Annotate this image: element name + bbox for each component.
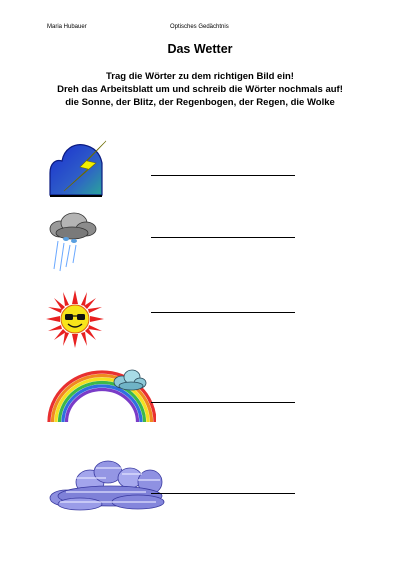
answer-line-1[interactable]	[151, 175, 295, 176]
page-title: Das Wetter	[167, 42, 233, 56]
answer-line-3[interactable]	[151, 312, 295, 313]
answer-line-2[interactable]	[151, 237, 295, 238]
word-list: die Sonne, der Blitz, der Regenbogen, der Regen, die Wolke	[65, 97, 335, 108]
instruction-line: Dreh das Arbeitsblatt um und schreib die Wörter nochmals auf!	[57, 84, 343, 95]
instruction-line: Trag die Wörter zu dem richtigen Bild ein!	[106, 71, 294, 82]
sun-icon	[46, 290, 104, 348]
rain-cloud-icon	[46, 209, 98, 273]
answer-line-4[interactable]	[151, 402, 295, 403]
cloud-icon	[46, 458, 172, 512]
lightning-cloud-icon	[46, 139, 108, 199]
worksheet-topic: Optisches Gedächtnis	[170, 24, 229, 30]
answer-line-5[interactable]	[151, 493, 295, 494]
instructions	[0, 70, 400, 109]
rainbow-icon	[46, 366, 156, 424]
author-name: Maria Hubauer	[47, 24, 87, 30]
